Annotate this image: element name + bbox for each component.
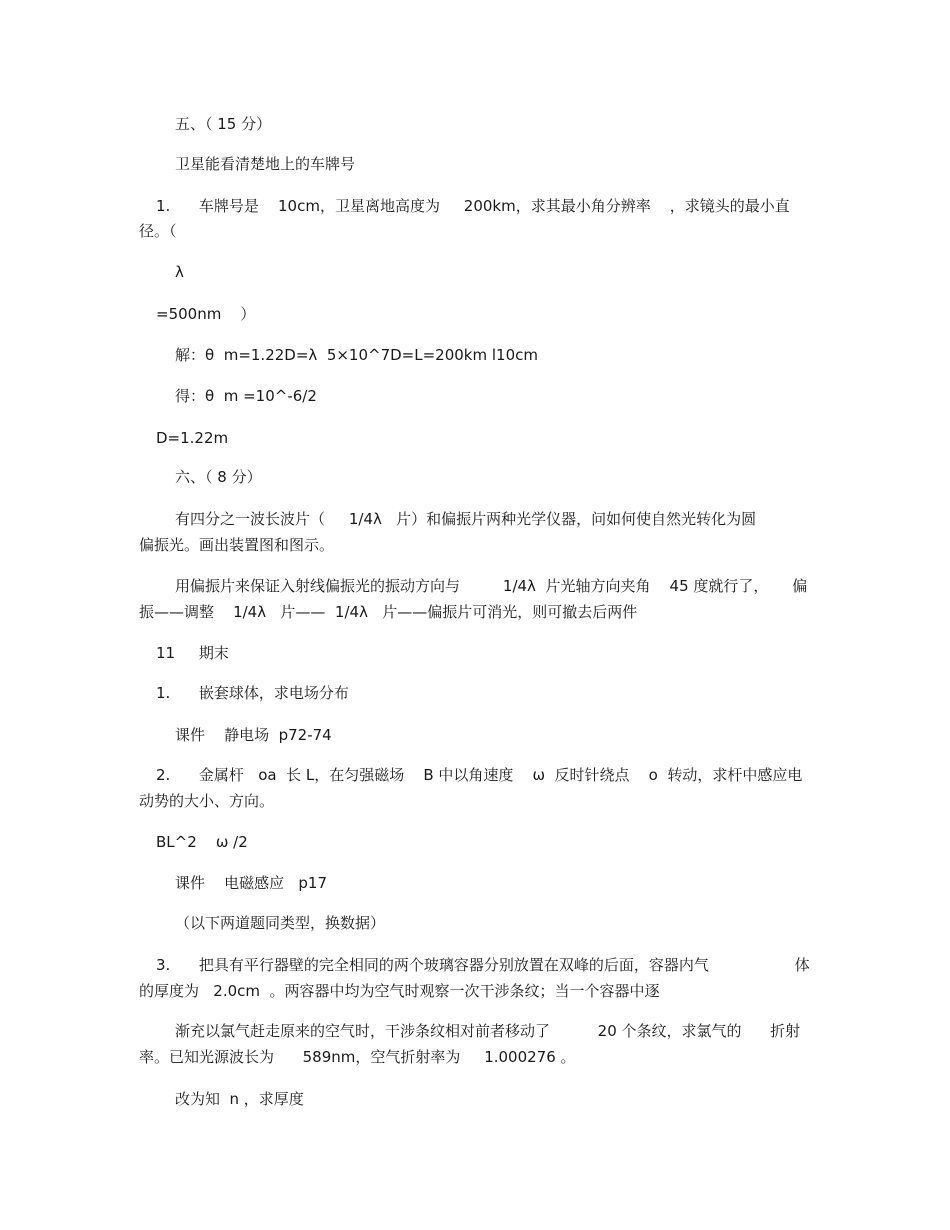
final-question-1-reference: 课件 静电场 p72-74 xyxy=(175,726,332,744)
problem-statement: 卫星能看清楚地上的车牌号 xyxy=(175,155,356,173)
section-six-answer-line-2: 振——调整 1/4λ 片—— 1/4λ 片——偏振片可消光，则可撤去后两件 xyxy=(139,603,638,621)
section-six-answer-line-1: 用偏振片来保证入射线偏振光的振动方向与 1/4λ 片光轴方向夹角 45 度就行了， 偏 xyxy=(175,577,808,595)
question-1-line-1: 1. 车牌号是 10cm，卫星离地高度为 200km，求其最小角分辨率 ，求镜头的最小直 xyxy=(156,197,790,215)
section-five-heading: 五、（ 15 分） xyxy=(175,115,272,133)
section-six-question-line-1: 有四分之一波长波片（ 1/4λ 片）和偏振片两种光学仪器，问如何使自然光转化为圆 xyxy=(175,510,757,528)
final-question-3-line-3: 渐充以氯气赶走原来的空气时，干涉条纹相对前者移动了 20 个条纹，求氯气的 折射 xyxy=(175,1022,801,1040)
lambda-symbol: λ xyxy=(175,263,184,281)
final-question-2-answer: BL^2 ω /2 xyxy=(156,833,248,851)
solution-line: 解：θ m=1.22D=λ 5×10^7D=L=200km l10cm xyxy=(175,346,538,364)
same-type-note: （以下两道题同类型，换数据） xyxy=(175,914,386,932)
final-question-2-reference: 课件 电磁感应 p17 xyxy=(175,874,327,892)
result-line: 得：θ m =10^-6/2 xyxy=(175,387,317,405)
final-question-2-line-1: 2. 金属杆 oa 长 L，在匀强磁场 B 中以角速度 ω 反时针绕点 o 转动，求杆中感应电 xyxy=(156,766,803,784)
diameter-result: D=1.22m xyxy=(156,429,229,447)
question-1-line-2: 径。（ xyxy=(139,222,177,240)
section-six-question-line-2: 偏振光。画出装置图和图示。 xyxy=(139,536,335,554)
wavelength-value: =500nm ） xyxy=(156,305,256,323)
final-question-2-line-2: 动势的大小、方向。 xyxy=(139,792,275,810)
final-question-1: 1. 嵌套球体，求电场分布 xyxy=(156,684,349,702)
final-exam-heading: 11 期末 xyxy=(156,644,229,662)
final-question-3-line-4: 率。已知光源波长为 589nm，空气折射率为 1.000276 。 xyxy=(139,1048,576,1066)
variant-note: 改为知 n ，求厚度 xyxy=(175,1090,304,1108)
final-question-3-line-1: 3. 把具有平行器壁的完全相同的两个玻璃容器分别放置在双峰的后面，容器内气 体 xyxy=(156,956,810,974)
final-question-3-line-2: 的厚度为 2.0cm 。两容器中均为空气时观察一次干涉条纹；当一个容器中逐 xyxy=(139,982,660,1000)
section-six-heading: 六、（ 8 分） xyxy=(175,468,262,486)
